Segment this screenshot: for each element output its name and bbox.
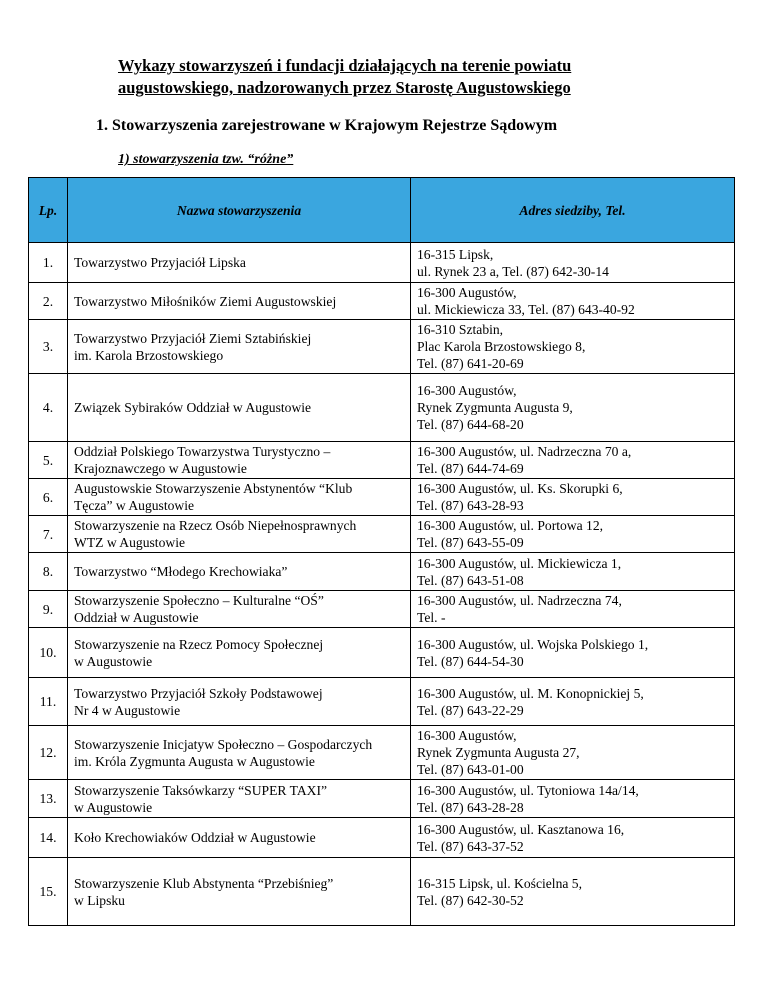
- row-address-line: Tel. (87) 642-30-52: [417, 892, 524, 908]
- header-lp: Lp.: [29, 178, 68, 243]
- row-address-line: Tel. (87) 643-28-28: [417, 799, 524, 815]
- row-lp: 11.: [29, 678, 68, 726]
- row-name-line: w Augustowie: [74, 799, 153, 815]
- row-address-line: Tel. (87) 643-55-09: [417, 535, 524, 550]
- row-address: [411, 374, 735, 442]
- table-row: [29, 320, 735, 374]
- row-address-line: Tel. (87) 641-20-69: [417, 356, 524, 371]
- row-name: [68, 516, 411, 553]
- row-address-line: 16-300 Augustów, ul. Ks. Skorupki 6,: [417, 481, 623, 496]
- row-address-line: 16-300 Augustów,: [417, 383, 517, 398]
- row-address-line: Tel. (87) 644-68-20: [417, 417, 524, 432]
- table-row: [29, 243, 735, 283]
- row-name-line: Oddział w Augustowie: [74, 610, 199, 625]
- row-name: [68, 283, 411, 320]
- row-address: [411, 628, 735, 678]
- row-name-line: Stowarzyszenie Taksówkarzy “SUPER TAXI”: [74, 782, 328, 798]
- table-header-row: [29, 178, 735, 243]
- row-address-line: Tel. (87) 644-54-30: [417, 653, 524, 669]
- row-name-line: Stowarzyszenie na Rzecz Osób Niepełnosprawnych: [74, 518, 357, 533]
- row-name: [68, 374, 411, 442]
- row-address-line: 16-300 Augustów, ul. Portowa 12,: [417, 518, 604, 533]
- row-name-line: WTZ w Augustowie: [74, 535, 185, 550]
- row-address: [411, 591, 735, 628]
- row-name-line: w Augustowie: [74, 653, 153, 669]
- row-address-line: 16-300 Augustów, ul. Tytoniowa 14a/14,: [417, 782, 639, 798]
- row-address: [411, 553, 735, 591]
- table-row: [29, 553, 735, 591]
- row-lp: 6.: [29, 479, 68, 516]
- row-name-line: Stowarzyszenie Inicjatyw Społeczno – Gospodarczych: [74, 736, 373, 752]
- table-row: [29, 858, 735, 926]
- row-name-line: Krajoznawczego w Augustowie: [74, 461, 247, 476]
- row-name-line: Stowarzyszenie na Rzecz Pomocy Społecznej: [74, 636, 324, 652]
- row-address-line: Tel. (87) 643-51-08: [417, 572, 524, 588]
- row-name: [68, 818, 411, 858]
- row-name: [68, 243, 411, 283]
- row-name: [68, 479, 411, 516]
- row-name-line: Tęcza” w Augustowie: [74, 498, 195, 513]
- row-name-line: im. Karola Brzostowskiego: [74, 347, 224, 363]
- header-name: Nazwa stowarzyszenia: [68, 178, 411, 243]
- table-row: [29, 516, 735, 553]
- row-name: [68, 858, 411, 926]
- row-name-line: Towarzystwo Miłośników Ziemi Augustowskiej: [74, 293, 337, 309]
- table-row: [29, 678, 735, 726]
- row-lp: 9.: [29, 591, 68, 628]
- row-address: [411, 243, 735, 283]
- row-address-line: Tel. -: [417, 610, 446, 625]
- row-address: [411, 442, 735, 479]
- row-address: [411, 320, 735, 374]
- row-address-line: 16-310 Sztabin,: [417, 322, 504, 337]
- header-address: Adres siedziby, Tel.: [411, 178, 735, 243]
- row-address: [411, 726, 735, 780]
- document-title-line-2: augustowskiego, nadzorowanych przez Starostę Augustowskiego: [118, 78, 571, 97]
- row-name-line: Koło Krechowiaków Oddział w Augustowie: [74, 830, 316, 845]
- row-address-line: ul. Mickiewicza 33, Tel. (87) 643-40-92: [417, 302, 635, 317]
- table-row: [29, 726, 735, 780]
- row-name-line: Towarzystwo Przyjaciół Lipska: [74, 255, 246, 270]
- row-address-line: 16-300 Augustów, ul. Nadrzeczna 74,: [417, 593, 622, 608]
- row-address-line: Tel. (87) 644-74-69: [417, 461, 524, 476]
- row-address: [411, 678, 735, 726]
- row-name-line: Związek Sybiraków Oddział w Augustowie: [74, 400, 312, 415]
- row-lp: 4.: [29, 374, 68, 442]
- table-row: [29, 628, 735, 678]
- row-address: [411, 516, 735, 553]
- table-row: [29, 283, 735, 320]
- row-address-line: 16-300 Augustów,: [417, 728, 517, 743]
- row-address-line: Tel. (87) 643-01-00: [417, 762, 524, 777]
- row-address-line: ul. Rynek 23 a, Tel. (87) 642-30-14: [417, 263, 609, 279]
- row-name: [68, 442, 411, 479]
- subsection-heading: 1) stowarzyszenia tzw. “różne”: [118, 152, 294, 167]
- row-lp: 5.: [29, 442, 68, 479]
- row-address-line: Tel. (87) 643-28-93: [417, 498, 524, 513]
- row-address-line: Rynek Zygmunta Augusta 27,: [417, 745, 580, 760]
- row-address-line: 16-300 Augustów, ul. M. Konopnickiej 5,: [417, 685, 644, 701]
- row-lp: 7.: [29, 516, 68, 553]
- row-lp: 3.: [29, 320, 68, 374]
- row-name: [68, 726, 411, 780]
- row-name: [68, 320, 411, 374]
- row-address-line: Tel. (87) 643-37-52: [417, 838, 524, 854]
- row-name: [68, 678, 411, 726]
- row-name-line: w Lipsku: [74, 892, 125, 908]
- document-title: [118, 55, 718, 99]
- row-address-line: 16-315 Lipsk,: [417, 246, 494, 262]
- row-name: [68, 553, 411, 591]
- row-lp: 1.: [29, 243, 68, 283]
- row-address-line: Tel. (87) 643-22-29: [417, 702, 524, 718]
- row-name-line: Stowarzyszenie Klub Abstynenta “Przebiśnieg”: [74, 875, 334, 891]
- row-name: [68, 591, 411, 628]
- row-lp: 10.: [29, 628, 68, 678]
- row-address-line: 16-300 Augustów, ul. Nadrzeczna 70 a,: [417, 444, 632, 459]
- row-address-line: Rynek Zygmunta Augusta 9,: [417, 400, 573, 415]
- row-name-line: Oddział Polskiego Towarzystwa Turystyczno –: [74, 444, 331, 459]
- row-address-line: 16-300 Augustów, ul. Wojska Polskiego 1,: [417, 636, 649, 652]
- section-heading: 1. Stowarzyszenia zarejestrowane w Krajowym Rejestrze Sądowym: [96, 117, 558, 134]
- table-row: [29, 479, 735, 516]
- row-name-line: Towarzystwo Przyjaciół Szkoły Podstawowej: [74, 685, 323, 701]
- row-name-line: Towarzystwo Przyjaciół Ziemi Sztabińskiej: [74, 330, 312, 346]
- row-lp: 15.: [29, 858, 68, 926]
- row-address: [411, 479, 735, 516]
- associations-table: [28, 177, 735, 926]
- table-row: [29, 591, 735, 628]
- table-row: [29, 374, 735, 442]
- table-row: [29, 442, 735, 479]
- row-name-line: im. Króla Zygmunta Augusta w Augustowie: [74, 753, 315, 769]
- row-name-line: Stowarzyszenie Społeczno – Kulturalne “OŚ”: [74, 593, 324, 608]
- row-name: [68, 628, 411, 678]
- table-row: [29, 780, 735, 818]
- table-body: [29, 243, 735, 926]
- row-lp: 8.: [29, 553, 68, 591]
- row-lp: 12.: [29, 726, 68, 780]
- row-address-line: 16-300 Augustów, ul. Mickiewicza 1,: [417, 555, 622, 571]
- table-row: [29, 818, 735, 858]
- row-address: [411, 818, 735, 858]
- row-address-line: 16-315 Lipsk, ul. Kościelna 5,: [417, 875, 582, 891]
- row-name: [68, 780, 411, 818]
- row-lp: 14.: [29, 818, 68, 858]
- row-address: [411, 283, 735, 320]
- row-name-line: Nr 4 w Augustowie: [74, 702, 181, 718]
- row-lp: 2.: [29, 283, 68, 320]
- row-address: [411, 780, 735, 818]
- document-title-line-1: Wykazy stowarzyszeń i fundacji działających na terenie powiatu: [118, 56, 572, 75]
- row-name-line: Towarzystwo “Młodego Krechowiaka”: [74, 564, 288, 579]
- row-lp: 13.: [29, 780, 68, 818]
- row-name-line: Augustowskie Stowarzyszenie Abstynentów “Klub: [74, 481, 353, 496]
- row-address-line: Plac Karola Brzostowskiego 8,: [417, 339, 586, 354]
- row-address-line: 16-300 Augustów, ul. Kasztanowa 16,: [417, 821, 625, 837]
- row-address: [411, 858, 735, 926]
- row-address-line: 16-300 Augustów,: [417, 285, 517, 300]
